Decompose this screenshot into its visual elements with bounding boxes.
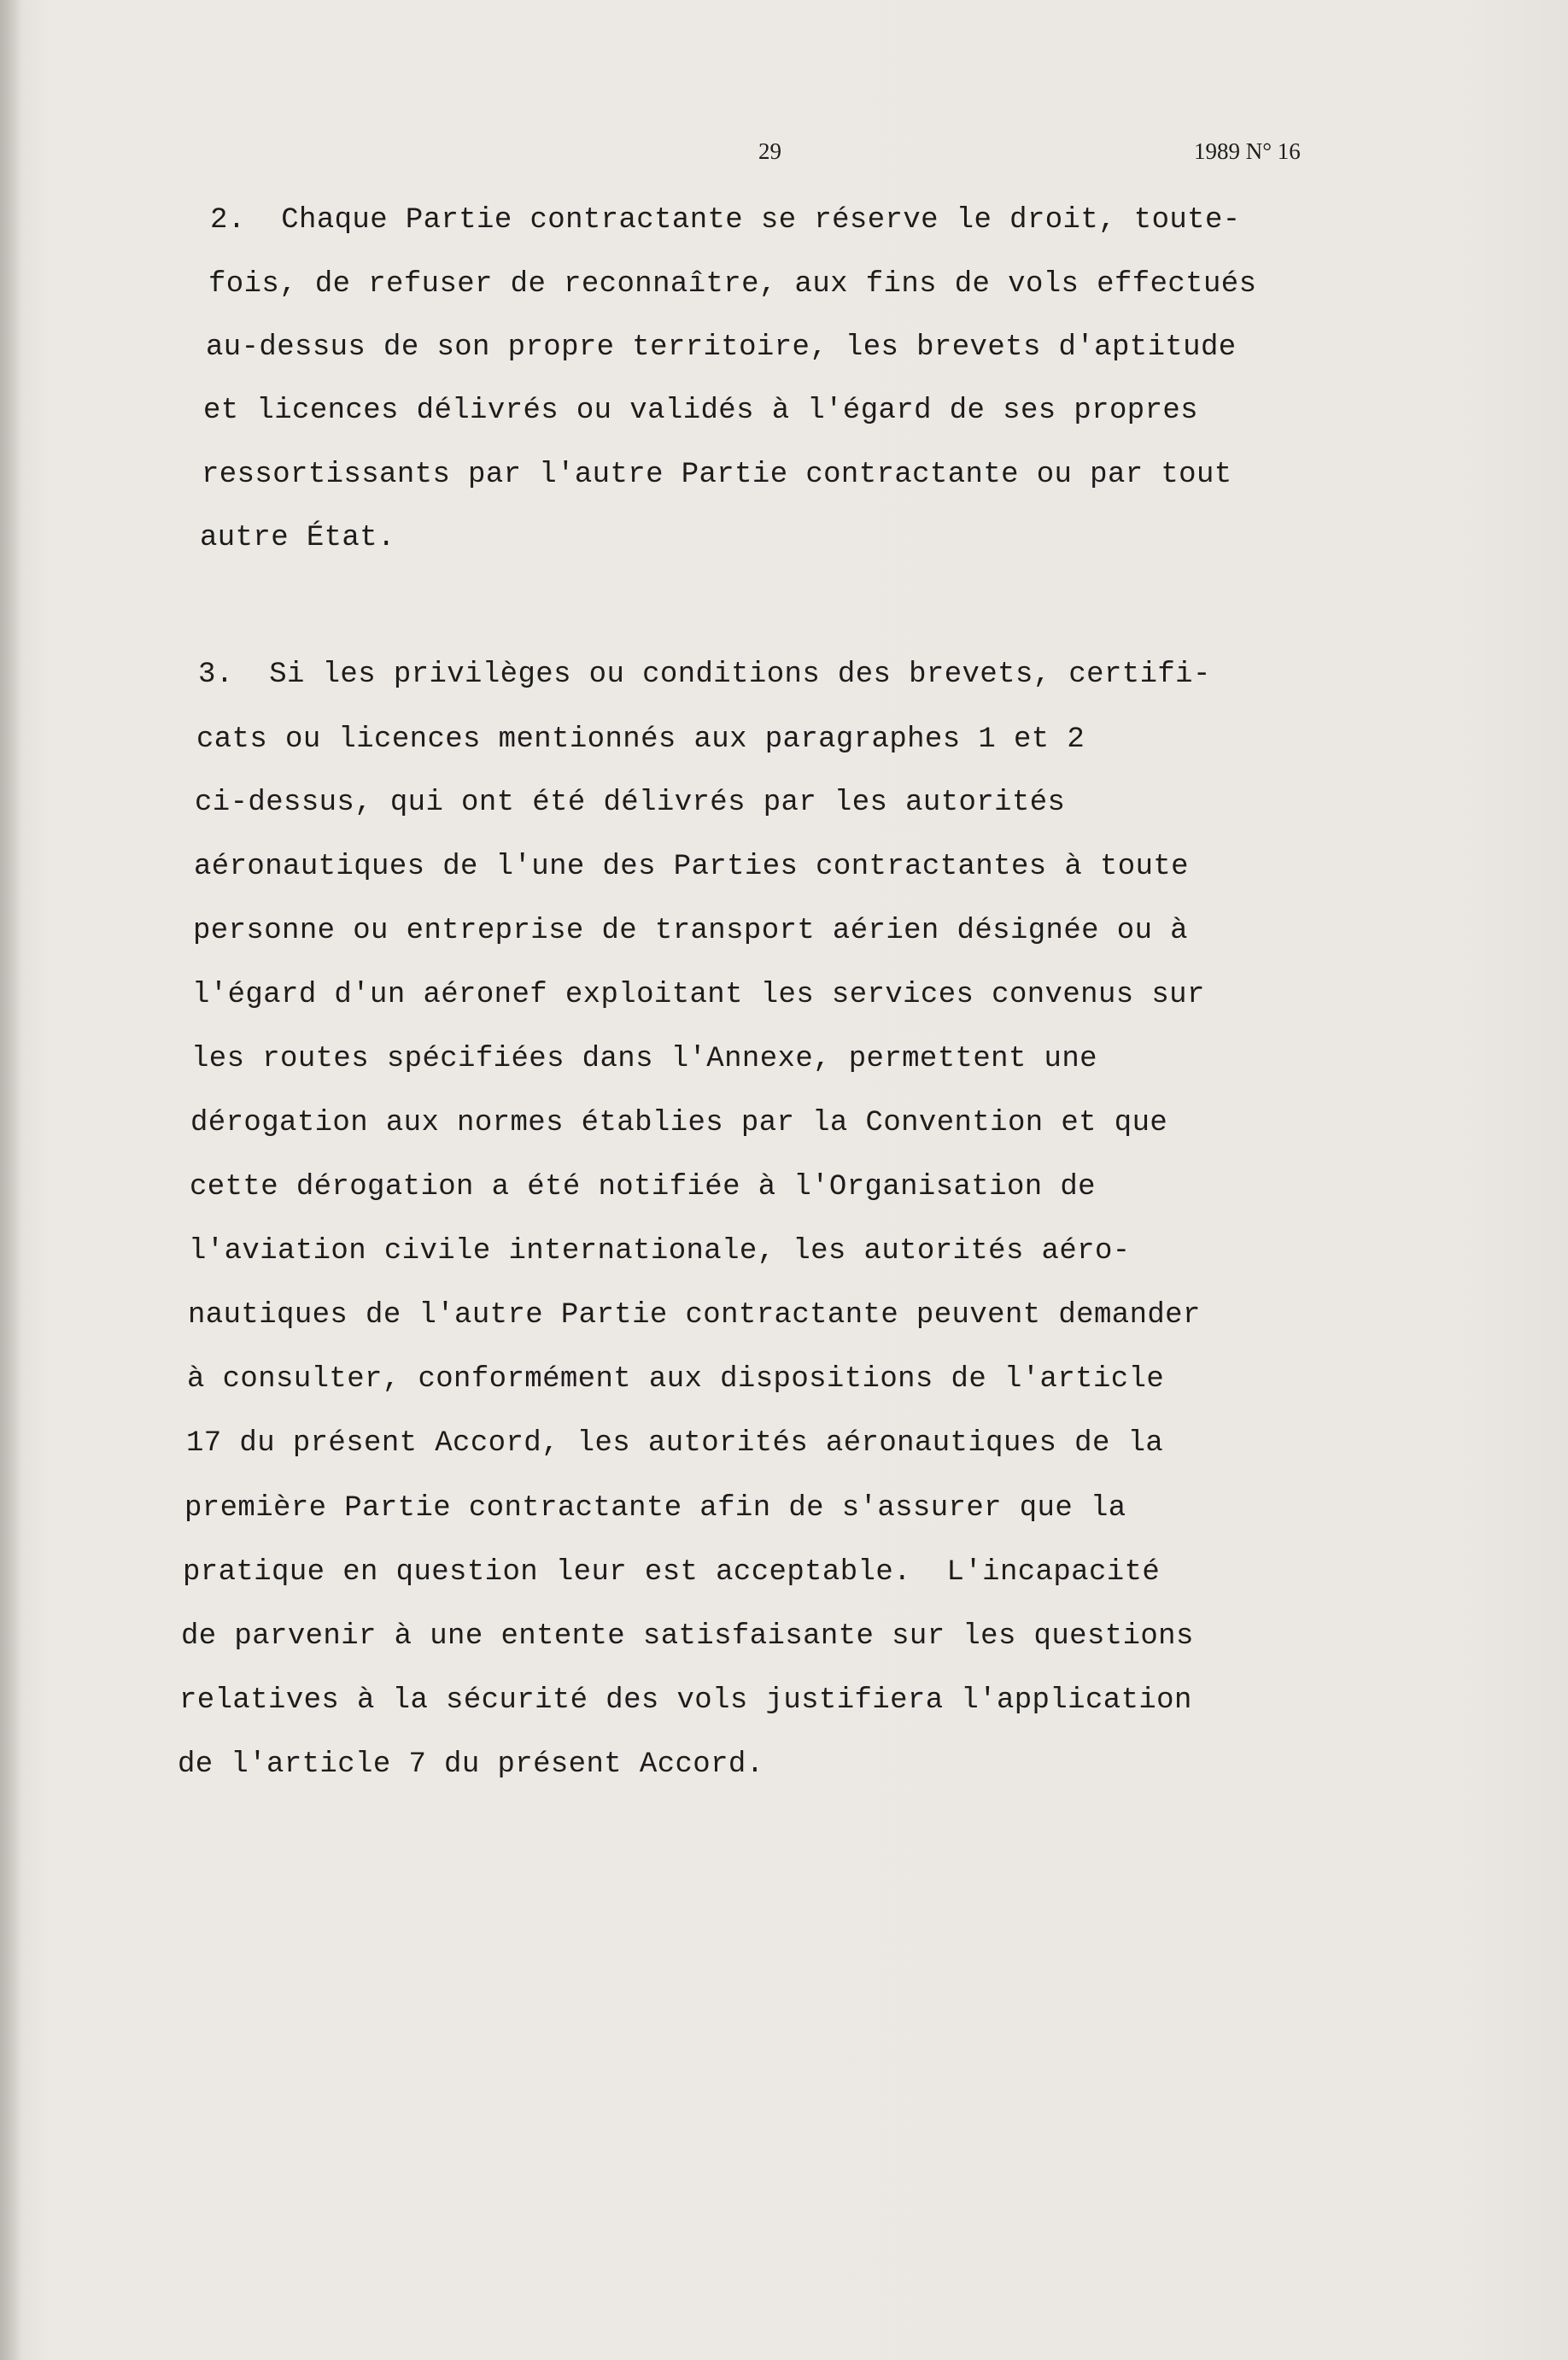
text-line: ressortissants par l'autre Partie contractante ou par tout <box>202 459 1232 491</box>
text-line: personne ou entreprise de transport aérien désignée ou à <box>193 915 1188 947</box>
text-line: 17 du présent Accord, les autorités aéronautiques de la <box>186 1427 1164 1460</box>
text-line: les routes spécifiées dans l'Annexe, permettent une <box>191 1043 1097 1075</box>
text-line: cats ou licences mentionnés aux paragraphes 1 et 2 <box>196 723 1085 756</box>
text-line: 2. Chaque Partie contractante se réserve le droit, toute- <box>210 204 1241 237</box>
text-line: aéronautiques de l'une des Parties contractantes à toute <box>194 851 1189 883</box>
text-line: fois, de refuser de reconnaître, aux fins de vols effectués <box>208 268 1257 301</box>
text-line: de l'article 7 du présent Accord. <box>178 1748 764 1781</box>
page-number: 29 <box>758 138 781 164</box>
text-line: nautiques de l'autre Partie contractante peuvent demander <box>188 1299 1201 1332</box>
text-line: cette dérogation a été notifiée à l'Organisation de <box>190 1171 1096 1203</box>
text-line: ci-dessus, qui ont été délivrés par les autorités <box>195 787 1066 819</box>
issue-reference: 1989 N° 16 <box>1194 138 1301 164</box>
text-line: 3. Si les privilèges ou conditions des brevets, certifi- <box>198 659 1211 691</box>
text-line: de parvenir à une entente satisfaisante sur les questions <box>181 1620 1194 1653</box>
text-line: l'égard d'un aéronef exploitant les services convenus sur <box>192 979 1205 1011</box>
text-line: pratique en question leur est acceptable. L'incapacité <box>183 1556 1161 1589</box>
text-line: et licences délivrés ou validés à l'égard de ses propres <box>203 395 1198 427</box>
text-line: au-dessus de son propre territoire, les brevets d'aptitude <box>206 331 1237 364</box>
text-line: autre État. <box>200 522 395 554</box>
text-line: relatives à la sécurité des vols justifiera l'application <box>179 1684 1192 1717</box>
binding-shadow <box>0 0 22 2360</box>
text-line: première Partie contractante afin de s'assurer que la <box>184 1492 1126 1525</box>
text-line: l'aviation civile internationale, les autorités aéro- <box>189 1235 1131 1268</box>
text-line: dérogation aux normes établies par la Convention et que <box>190 1107 1168 1139</box>
text-line: à consulter, conformément aux dispositions de l'article <box>187 1363 1165 1396</box>
